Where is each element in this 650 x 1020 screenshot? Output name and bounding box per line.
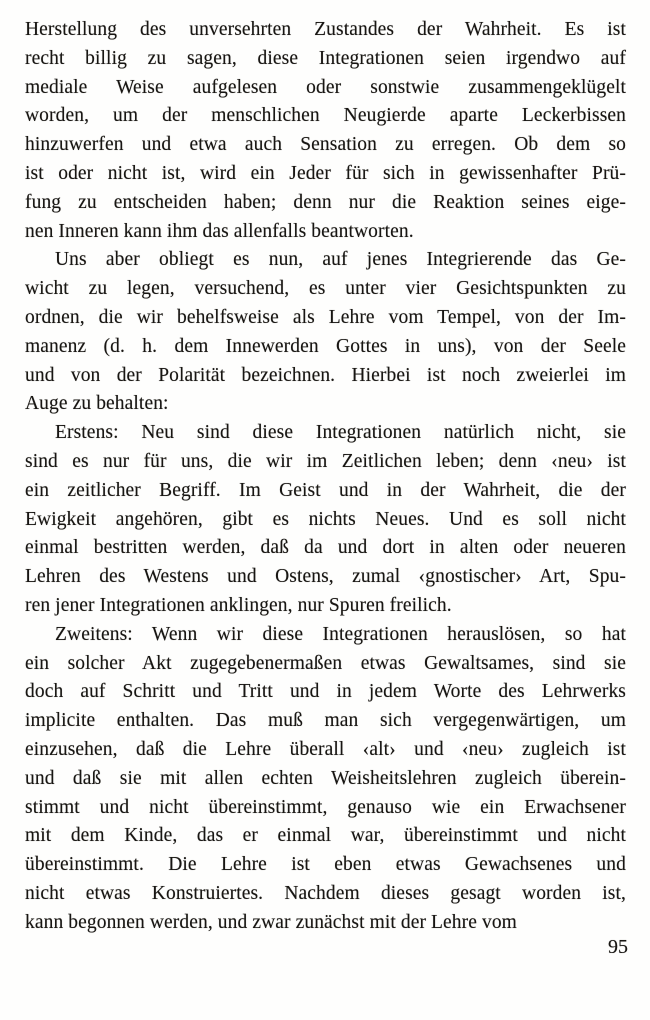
text-line: fung zu entscheiden haben; denn nur die Reaktion seines eige- [25,191,626,213]
text-line: einzusehen, daß die Lehre überall ‹alt› und ‹neu› zugleich ist [25,738,626,760]
text-line: recht billig zu sagen, diese Integrationen seien irgendwo auf [25,47,626,69]
text-line: nicht etwas Konstruiertes. Nachdem dieses gesagt worden ist, [25,882,626,904]
text-line: mediale Weise aufgelesen oder sonstwie zusammengeklügelt [25,76,626,98]
text-line: manenz (d. h. dem Innewerden Gottes in uns), von der Seele [25,335,626,357]
page-number: 95 [608,936,628,958]
text-line: worden, um der menschlichen Neugierde aparte Leckerbissen [25,105,626,127]
text-line: Lehren des Westens und Ostens, zumal ‹gnostischer› Art, Spu- [25,566,626,588]
text-line: nen Inneren kann ihm das allenfalls beantworten. [25,220,414,242]
text-line: doch auf Schritt und Tritt und in jedem Worte des Lehrwerks [25,681,626,703]
text-line: kann begonnen werden, und zwar zunächst mit der Lehre vom [25,911,517,933]
text-line: einmal bestritten werden, daß da und dort in alten oder neueren [25,537,626,559]
text-line: ordnen, die wir behelfsweise als Lehre vom Tempel, von der Im- [25,306,626,328]
text-line: Erstens: Neu sind diese Integrationen natürlich nicht, sie [55,422,626,444]
text-line: übereinstimmt. Die Lehre ist eben etwas Gewachsenes und [25,854,626,876]
text-block [25,16,626,938]
text-line: Zweitens: Wenn wir diese Integrationen herauslösen, so hat [55,623,626,645]
text-line: ein solcher Akt zugegebenermaßen etwas Gewaltsames, sind sie [25,652,626,674]
text-line: sind es nur für uns, die wir im Zeitlichen leben; denn ‹neu› ist [25,450,626,472]
text-line: stimmt und nicht übereinstimmt, genauso wie ein Erwachsener [25,796,626,818]
text-line: wicht zu legen, versuchend, es unter vier Gesichtspunkten zu [25,278,626,300]
text-line: ren jener Integrationen anklingen, nur Spuren freilich. [25,594,452,616]
text-line: ein zeitlicher Begriff. Im Geist und in der Wahrheit, die der [25,479,626,501]
text-line: Uns aber obliegt es nun, auf jenes Integrierende das Ge- [55,249,626,271]
text-line: und von der Polarität bezeichnen. Hierbei ist noch zweierlei im [25,364,626,386]
text-line: mit dem Kinde, das er einmal war, übereinstimmt und nicht [25,825,626,847]
text-line: und daß sie mit allen echten Weisheitslehren zugleich überein- [25,767,626,789]
text-line: implicite enthalten. Das muß man sich vergegenwärtigen, um [25,710,626,732]
text-line: Auge zu behalten: [25,393,169,415]
text-line: Ewigkeit angehören, gibt es nichts Neues. Und es soll nicht [25,508,626,530]
text-line: hinzuwerfen und etwa auch Sensation zu erregen. Ob dem so [25,134,626,156]
text-line: ist oder nicht ist, wird ein Jeder für sich in gewissenhafter Prü- [25,162,626,184]
text-line: Herstellung des unversehrten Zustandes der Wahrheit. Es ist [25,19,626,40]
